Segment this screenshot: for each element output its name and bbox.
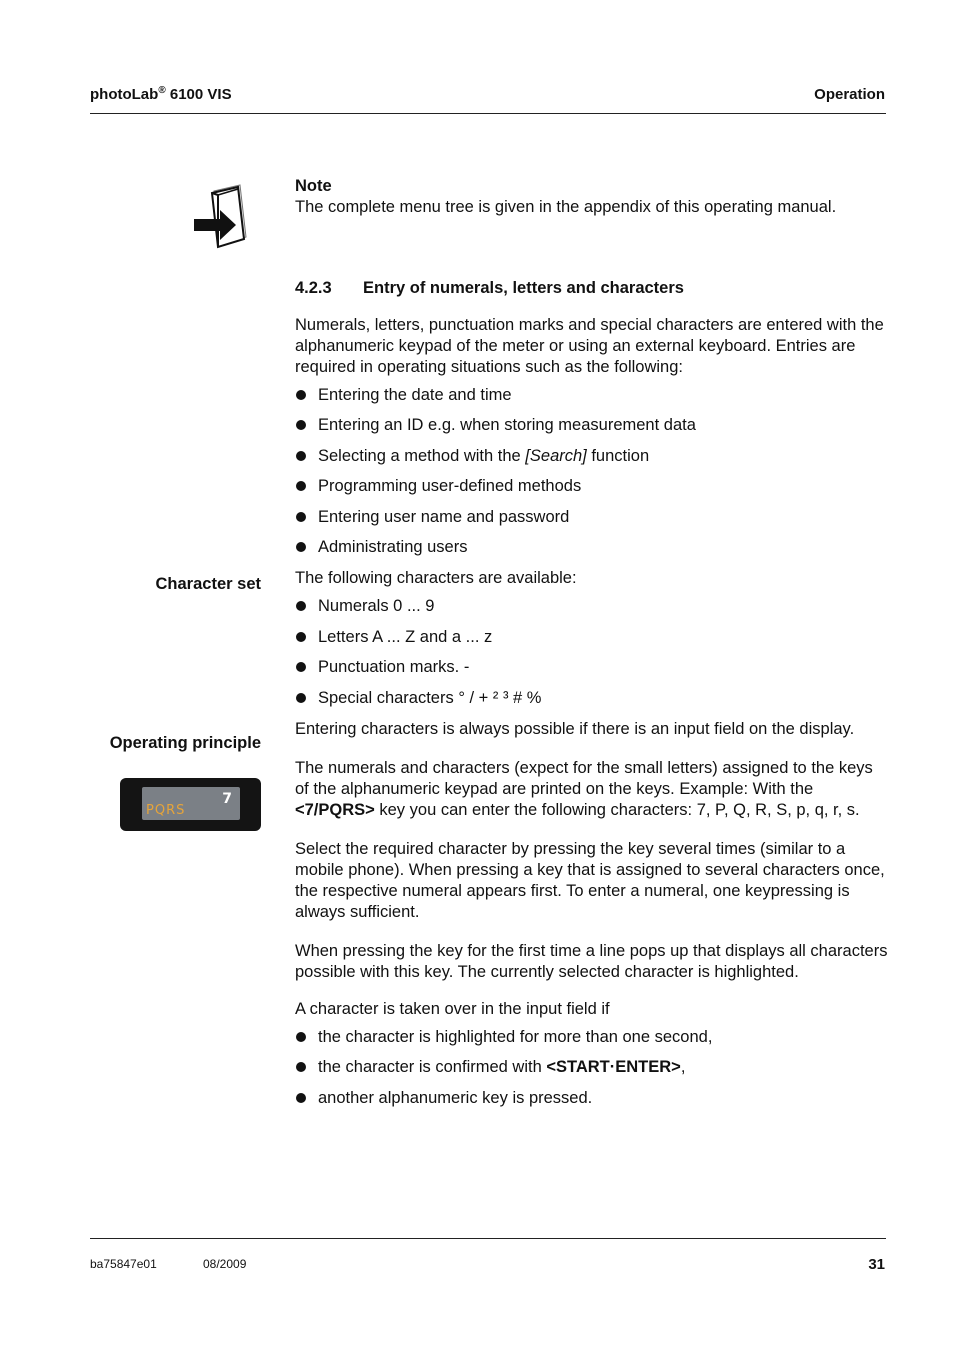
list-item: the character is highlighted for more than one second, bbox=[295, 1027, 891, 1057]
text-span: key you can enter the following characters: 7, P, Q, R, S, p, q, r, s. bbox=[374, 800, 860, 819]
character-set-intro: The following characters are available: bbox=[295, 569, 577, 588]
book-arrow-icon bbox=[190, 183, 252, 251]
list-item: Administrating users bbox=[295, 537, 891, 567]
search-term: [Search] bbox=[525, 446, 587, 465]
intro-paragraph: Numerals, letters, punctuation marks and special characters are entered with the alphanumeric keypad of the meter or using an external keyboard. Entries are required in operating situations such as the following: bbox=[295, 316, 884, 376]
page-number: 31 bbox=[868, 1256, 885, 1273]
footer-date: 08/2009 bbox=[203, 1257, 247, 1271]
list-item: Entering user name and password bbox=[295, 507, 891, 537]
footer-rule bbox=[90, 1238, 886, 1239]
list-item: Entering the date and time bbox=[295, 385, 891, 415]
operating-p5: A character is taken over in the input field if bbox=[295, 999, 610, 1018]
text-span: The numerals and characters (expect for the small letters) assigned to the keys of the alphanumeric keypad are printed on the keys. Example: With the bbox=[295, 758, 873, 798]
product-model: 6100 VIS bbox=[165, 86, 232, 103]
key-face bbox=[142, 787, 240, 820]
key-7-pqrs-image bbox=[120, 778, 261, 831]
operating-p4: When pressing the key for the first time a line pops up that displays all characters possible with this key. The currently selected character is highlighted. bbox=[295, 941, 888, 981]
header-section: Operation bbox=[814, 86, 885, 103]
list-item bbox=[295, 446, 891, 476]
key-name: <START·ENTER> bbox=[546, 1058, 681, 1077]
intro-list bbox=[295, 385, 891, 567]
list-item-text: the character is confirmed with bbox=[318, 1058, 547, 1077]
section-number: 4.2.3 bbox=[295, 279, 332, 297]
note-title: Note bbox=[295, 177, 332, 195]
operating-p1: Entering characters is always possible if there is an input field on the display. bbox=[295, 719, 855, 738]
list-item-text: function bbox=[586, 446, 650, 465]
header-rule bbox=[90, 113, 886, 114]
main-content bbox=[295, 176, 891, 1118]
header-product bbox=[90, 85, 232, 103]
list-item: Numerals 0 ... 9 bbox=[295, 596, 891, 626]
registered-mark: ® bbox=[158, 85, 166, 96]
key-name: <7/PQRS> bbox=[295, 800, 375, 819]
key-letters: PQRS bbox=[146, 803, 186, 818]
list-item bbox=[295, 1057, 891, 1087]
footer-doc-id: ba75847e01 bbox=[90, 1257, 157, 1271]
section-title: Entry of numerals, letters and characters bbox=[363, 279, 684, 297]
character-set-list bbox=[295, 596, 891, 718]
operating-p3: Select the required character by pressing the key several times (similar to a mobile phone). When pressing a key that is assigned to several characters once, the respective numeral appears first. To enter a numeral, one keypressing is always sufficient. bbox=[295, 839, 885, 921]
label-operating-principle: Operating principle bbox=[109, 734, 261, 752]
list-item-text: Selecting a method with the bbox=[318, 446, 526, 465]
section-heading bbox=[295, 278, 891, 299]
list-item: Programming user-defined methods bbox=[295, 476, 891, 506]
operating-p2 bbox=[295, 758, 891, 821]
product-name: photoLab bbox=[90, 86, 159, 103]
takeover-list bbox=[295, 1027, 891, 1118]
key-number: 7 bbox=[222, 791, 232, 807]
list-item: Entering an ID e.g. when storing measurement data bbox=[295, 415, 891, 445]
list-item: Special characters ° / + ² ³ # % bbox=[295, 688, 891, 718]
note-text: The complete menu tree is given in the appendix of this operating manual. bbox=[295, 198, 837, 216]
list-item: another alphanumeric key is pressed. bbox=[295, 1088, 891, 1118]
label-character-set: Character set bbox=[155, 575, 261, 593]
list-item-text: , bbox=[680, 1058, 686, 1077]
list-item: Letters A ... Z and a ... z bbox=[295, 627, 891, 657]
list-item: Punctuation marks. - bbox=[295, 657, 891, 687]
